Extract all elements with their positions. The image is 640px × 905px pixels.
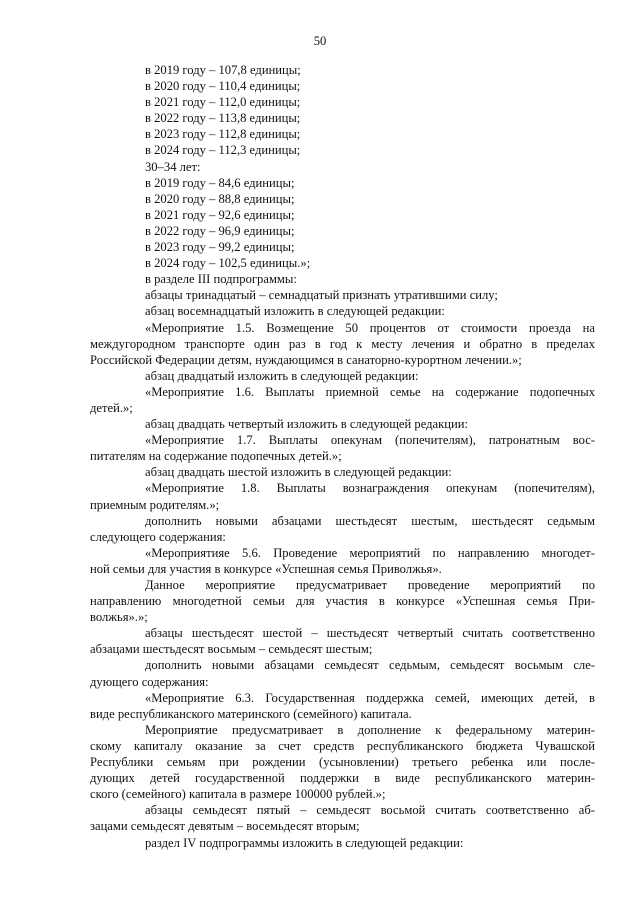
text-line: абзацами шестьдесят восьмым – семьдесят шестым;	[90, 642, 373, 657]
text-line: раздел IV подпрограммы изложить в следующей редакции:	[145, 835, 464, 850]
text-line: «Мероприятие 1.5. Возмещение 50 процентов от стоимости проезда на	[145, 320, 595, 335]
text-line: «Мероприятие 1.8. Выплаты вознаграждения опекунам (попечителям),	[145, 481, 595, 496]
text-line: в 2023 году – 99,2 единицы;	[145, 240, 295, 255]
text-line: зацами семьдесят девятым – восемьдесят вторым;	[90, 819, 360, 834]
text-line: волжья».»;	[90, 610, 148, 625]
text-line: «Мероприятие 6.3. Государственная поддержка семей, имеющих детей, в	[145, 690, 595, 705]
text-line: детей.»;	[90, 400, 133, 415]
text-line: приемным родителям.»;	[90, 497, 220, 512]
text-line: абзац двадцатый изложить в следующей редакции:	[145, 368, 419, 383]
document-body	[90, 62, 595, 851]
text-line: в 2022 году – 96,9 единицы;	[145, 223, 295, 238]
text-line: направлению многодетной семьи для участия в конкурсе «Успешная семья При-	[90, 594, 595, 609]
text-line: в разделе III подпрограммы:	[145, 272, 297, 287]
text-line: Республики семьям при рождении (усыновлении) третьего ребенка или после-	[90, 755, 595, 770]
text-line: «Мероприятияе 5.6. Проведение мероприятий по направлению многодет-	[145, 545, 595, 560]
text-line: в 2024 году – 112,3 единицы;	[145, 143, 301, 158]
text-line: Российской Федерации детям, нуждающимся в санаторно-курортном лечении.»;	[90, 352, 522, 367]
text-line: ского (семейного) капитала в размере 100000 рублей.»;	[90, 787, 386, 802]
text-line: скому капиталу оказание за счет средств республиканского бюджета Чувашской	[90, 738, 595, 753]
text-line: ной семьи для участия в конкурсе «Успешная семья Приволжья».	[90, 561, 442, 576]
text-line: дополнить новыми абзацами семьдесят седьмым, семьдесят восьмым сле-	[145, 658, 595, 673]
text-line: дополнить новыми абзацами шестьдесят шестым, шестьдесят седьмым	[145, 513, 595, 528]
text-line: в 2022 году – 113,8 единицы;	[145, 111, 301, 126]
text-line: «Мероприятие 1.6. Выплаты приемной семье на содержание подопечных	[145, 384, 595, 399]
text-line: в 2023 году – 112,8 единицы;	[145, 127, 301, 142]
text-line: в 2021 году – 112,0 единицы;	[145, 95, 301, 110]
text-line: дующего содержания:	[90, 674, 209, 689]
text-line: виде республиканского материнского (семейного) капитала.	[90, 706, 412, 721]
text-line: в 2020 году – 110,4 единицы;	[145, 79, 301, 94]
text-line: следующего содержания:	[90, 529, 226, 544]
text-line: дующих детей государственной поддержки в виде республиканского материн-	[90, 771, 595, 786]
text-line: «Мероприятие 1.7. Выплаты опекунам (попечителям), патронатным вос-	[145, 433, 595, 448]
text-line: в 2021 году – 92,6 единицы;	[145, 207, 295, 222]
text-line: Мероприятие предусматривает в дополнение к федеральному материн-	[145, 722, 595, 737]
text-line: абзацы шестьдесят шестой – шестьдесят четвертый считать соответственно	[145, 626, 595, 641]
page-number: 50	[313, 34, 327, 48]
text-line: в 2019 году – 107,8 единицы;	[145, 63, 301, 77]
text-line: Данное мероприятие предусматривает проведение мероприятий по	[145, 578, 595, 592]
text-line: в 2019 году – 84,6 единицы;	[145, 175, 295, 190]
text-line: абзацы тринадцатый – семнадцатый признать утратившими силу;	[145, 288, 498, 303]
text-line: в 2020 году – 88,8 единицы;	[145, 191, 295, 206]
text-line: абзац двадцать шестой изложить в следующей редакции:	[145, 465, 452, 480]
text-line: в 2024 году – 102,5 единицы.»;	[145, 256, 311, 271]
text-line: 30–34 лет:	[145, 159, 201, 174]
text-line: абзацы семьдесят пятый – семьдесят восьмой считать соответственно аб-	[145, 803, 595, 818]
text-line: междугородном транспорте один раз в год к месту лечения и обратно в пределах	[90, 336, 595, 351]
text-line: абзац восемнадцатый изложить в следующей редакции:	[145, 304, 445, 319]
text-line: питателям на содержание подопечных детей.»;	[90, 449, 342, 464]
text-line: абзац двадцать четвертый изложить в следующей редакции:	[145, 417, 468, 432]
